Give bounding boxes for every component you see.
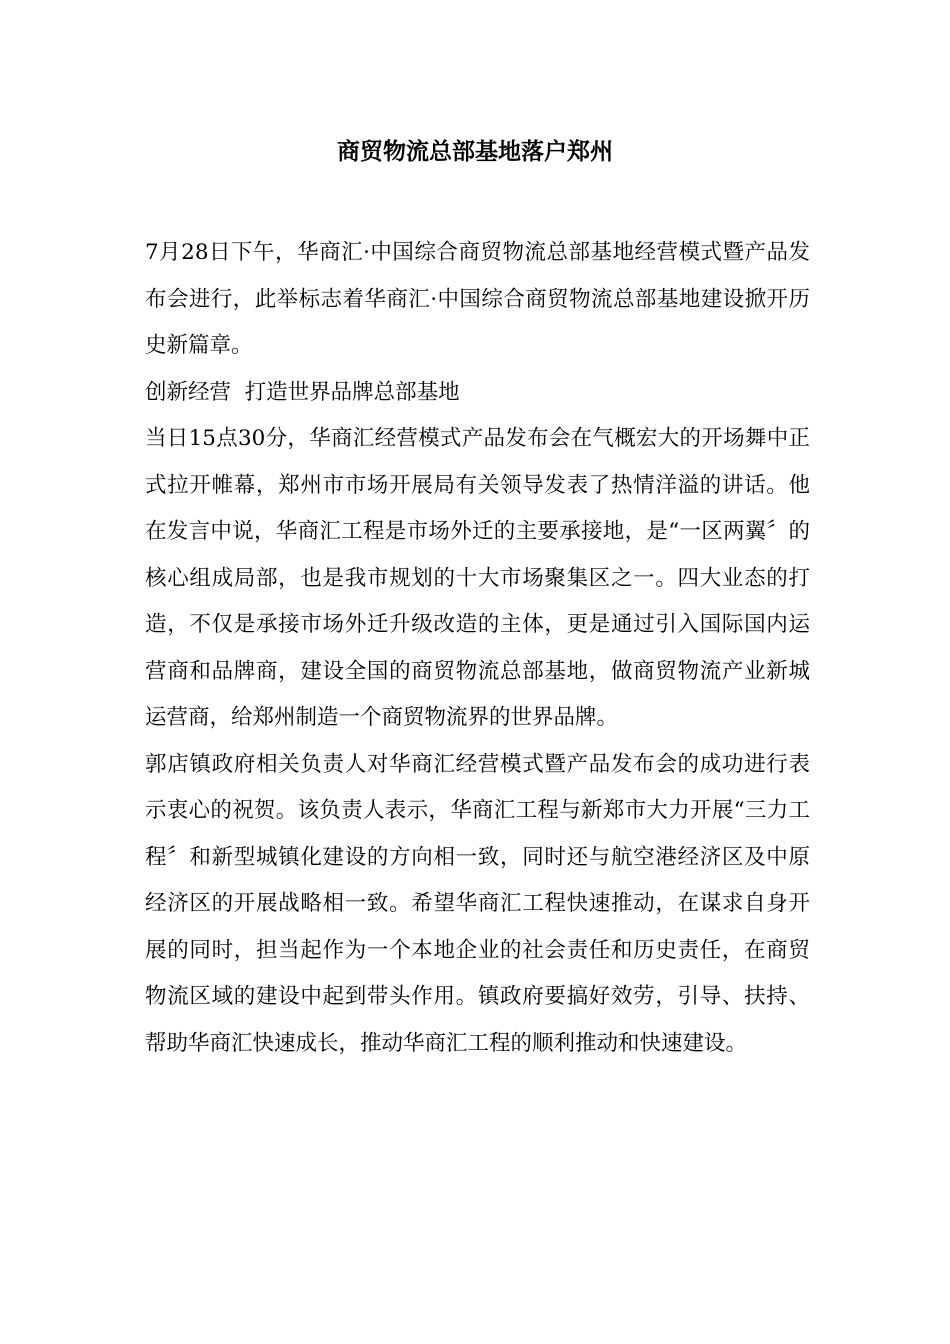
document-body [145, 230, 810, 1067]
paragraph-town-government: 郭店镇政府相关负责人对华商汇经营模式暨产品发布会的成功进行表示衷心的祝贺。该负责人表示，华商汇工程与新郑市大力开展“三力工程〞和新型城镇化建设的方向相一致，同时还与航空港经济区及中原经济区的开展战略相一致。希望华商汇工程快速推动，在谋求自身开展的同时，担当起作为一个本地企业的社会责任和历史责任，在商贸物流区域的建设中起到带头作用。镇政府要搞好效劳，引导、扶持、帮助华商汇快速成长，推动华商汇工程的顺利推动和快速建设。 [145, 751, 810, 1056]
paragraph-launch-event: 当日15点30分，华商汇经营模式产品发布会在气概宏大的开场舞中正式拉开帷幕，郑州市市场开展局有关领导发表了热情洋溢的讲话。他在发言中说，华商汇工程是市场外迁的主要承接地，是“一区两翼〞的核心组成局部，也是我市规划的十大市场聚集区之一。四大业态的打造，不仅是承接市场外迁升级改造的主体，更是通过引入国际国内运营商和品牌商，建设全国的商贸物流总部基地，做商贸物流产业新城运营商，给郑州制造一个商贸物流界的世界品牌。 [145, 426, 810, 730]
section-heading: 创新经营 打造世界品牌总部基地 [145, 379, 460, 405]
paragraph-intro: 7月28日下午，华商汇·中国综合商贸物流总部基地经营模式暨产品发布会进行，此举标志着华商汇·中国综合商贸物流总部基地建设掀开历史新篇章。 [145, 240, 810, 358]
document-title: 商贸物流总部基地落户郑州 [337, 138, 613, 165]
